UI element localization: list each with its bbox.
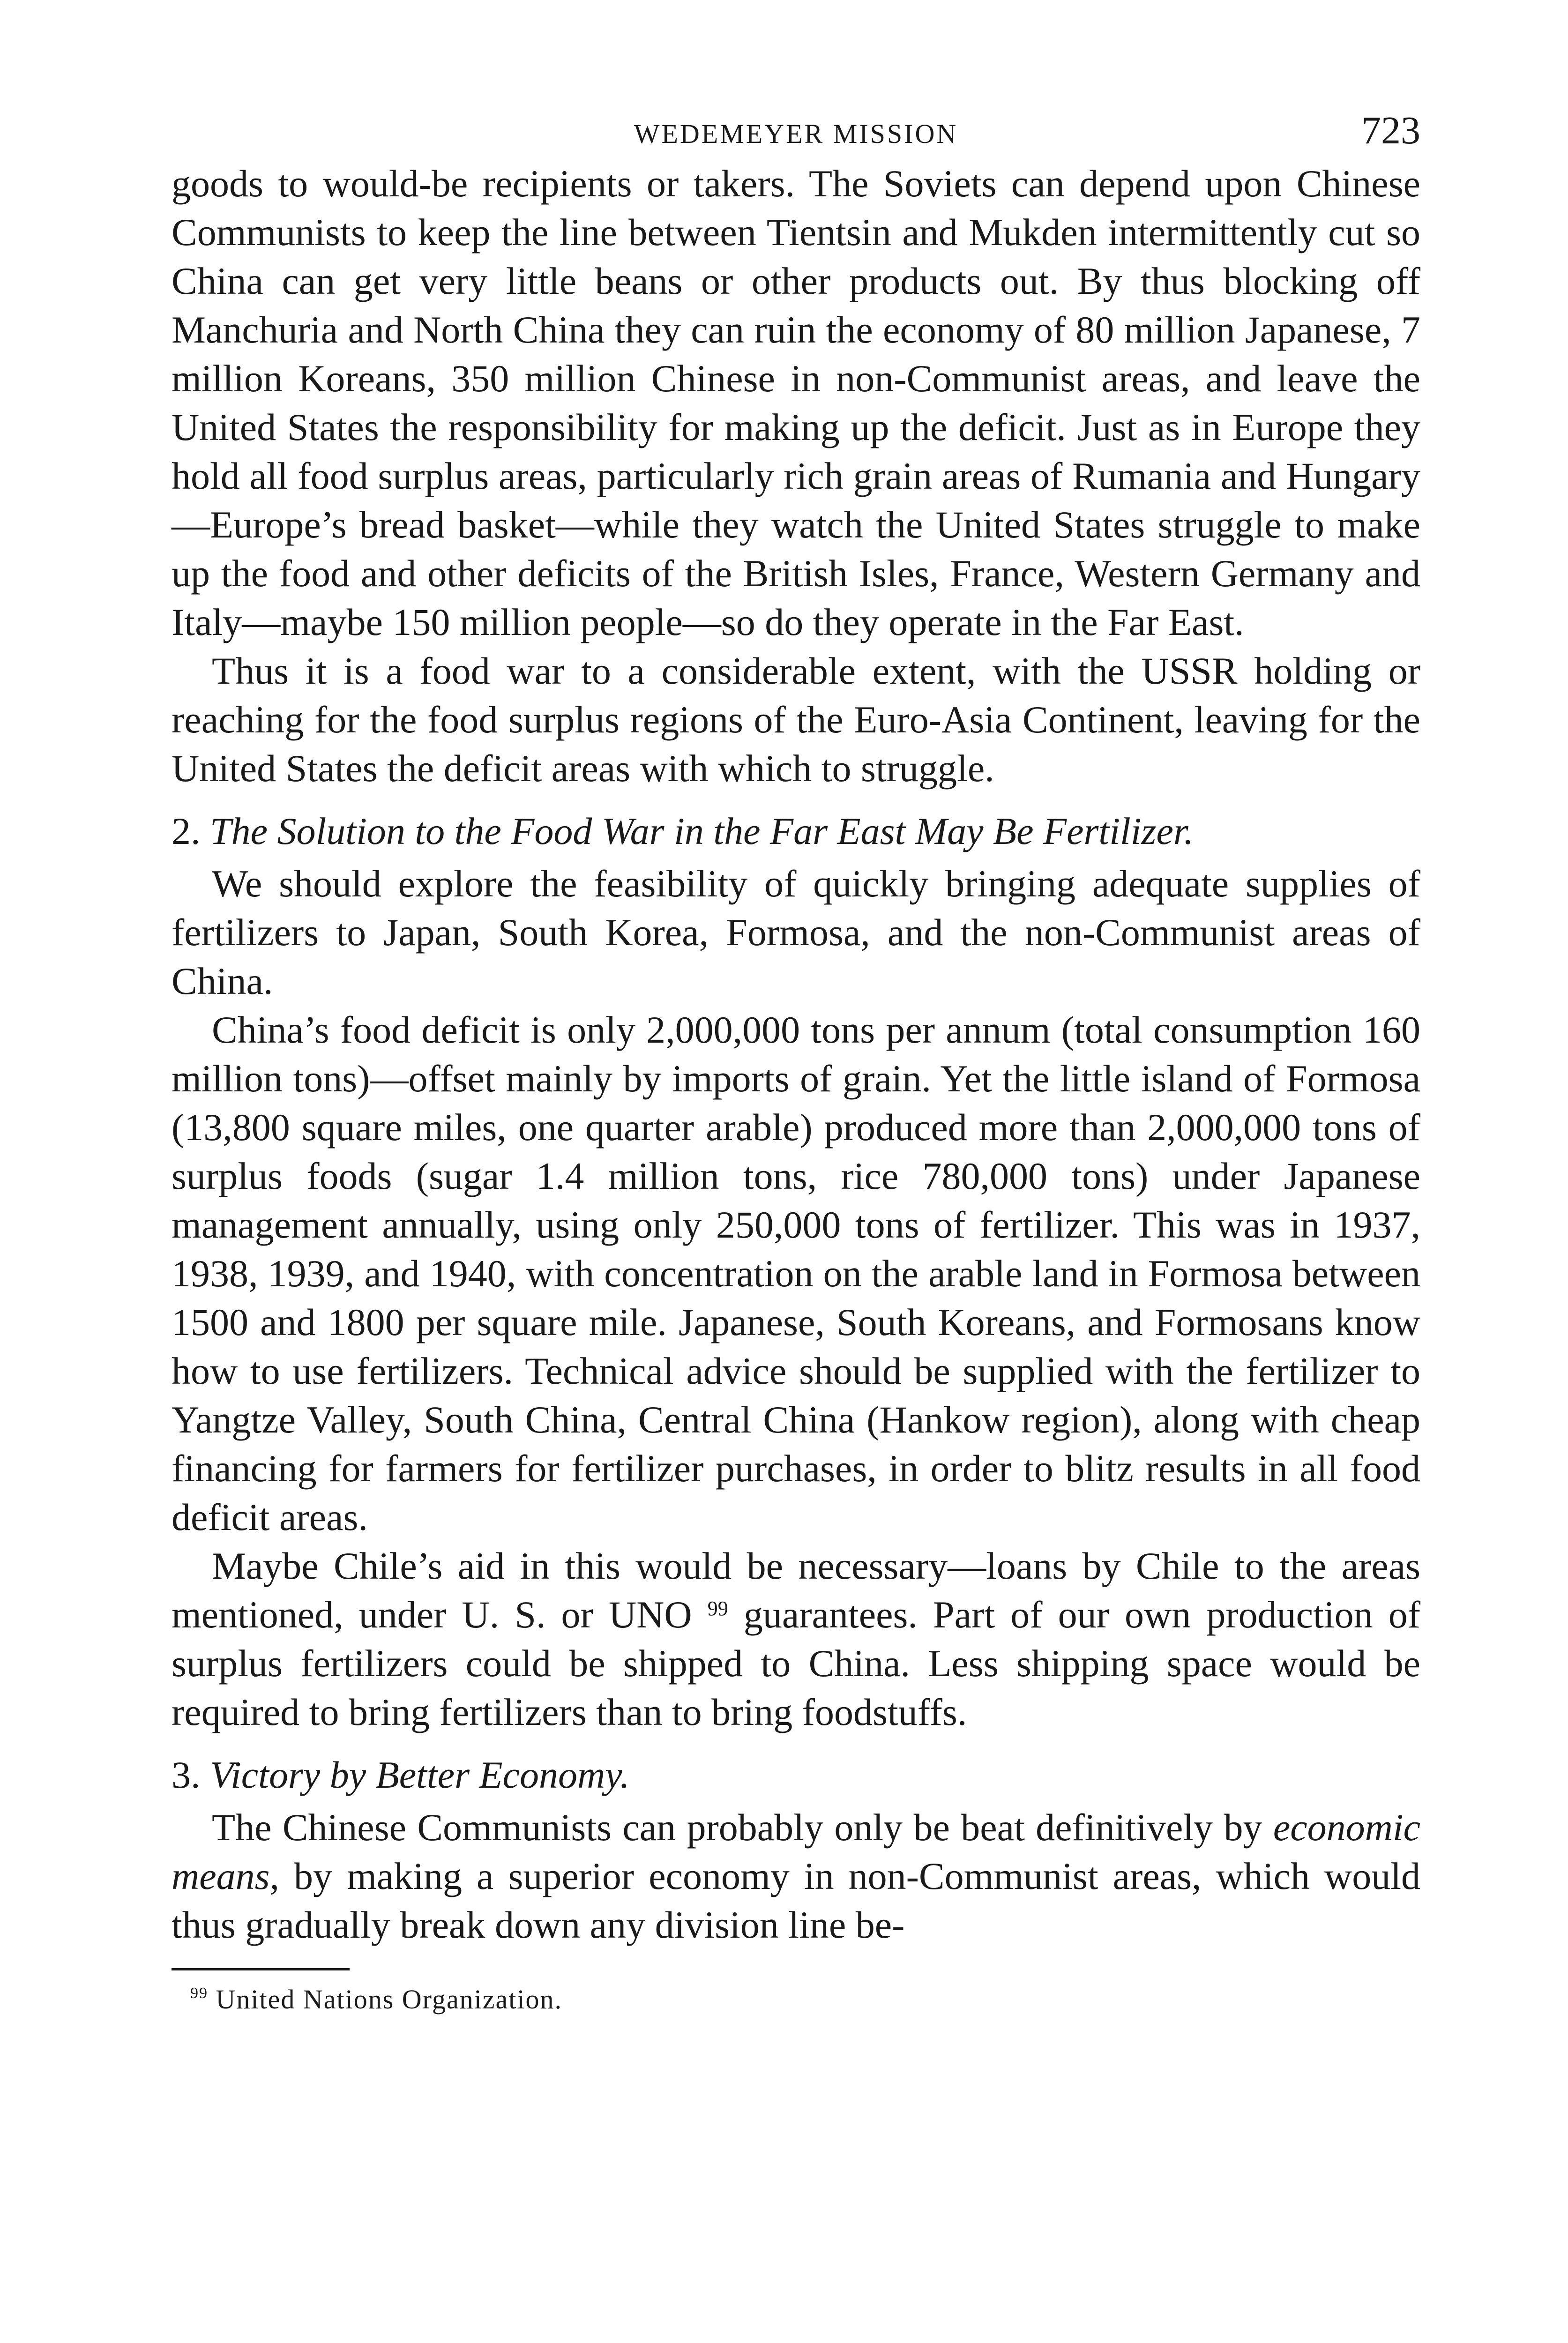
- page-header: [172, 108, 1420, 159]
- section-heading-3: [172, 1751, 1420, 1799]
- paragraph-chile-aid: [172, 1542, 1420, 1737]
- paragraph-economy: [172, 1803, 1420, 1949]
- emphasis-text: economic means: [172, 1806, 1420, 1897]
- section-title: Victory by Better Economy.: [210, 1754, 630, 1796]
- paragraph-china-deficit: China’s food deficit is only 2,000,000 tons per annum (total consumption 160 million tons)—offset mainly by imports of grain. Yet the little island of Formosa (13,800 square miles, one quarter arable) produced more than 2,000,000 tons of surplus foods (sugar 1.4 million tons, rice 780,000 tons) under Japanese management annually, using only 250,000 tons of fertilizer. This was in 1937, 1938, 1939, and 1940, with concentration on the arable land in Formosa between 1500 and 1800 per square mile. Japanese, South Koreans, and Formosans know how to use fertilizers. Technical advice should be supplied with the fertilizer to Yangtze Valley, South China, Central China (Hankow region), along with cheap financing for farmers for fertilizer purchases, in order to blitz results in all food deficit areas.: [172, 1008, 1420, 1538]
- footnote-reference: 99: [707, 1597, 728, 1620]
- footnote-marker: 99: [190, 1985, 208, 2002]
- section-number: 2.: [172, 810, 201, 852]
- section-title: The Solution to the Food War in the Far East May Be Fertilizer.: [210, 810, 1194, 852]
- paragraph-text: , by making a superior economy in non-Communist areas, which would thus gradually break down any division line be-: [172, 1855, 1420, 1946]
- paragraph-continued: goods to would-be recipients or takers. The Soviets can depend upon Chinese Communists to keep the line between Tientsin and Mukden intermittently cut so China can get very little beans or other products out. By thus blocking off Manchuria and North China they can ruin the economy of 80 million Japanese, 7 million Koreans, 350 million Chinese in non-Communist areas, and leave the United States the responsibility for making up the deficit. Just as in Europe they hold all food surplus areas, particularly rich grain areas of Rumania and Hungary—Europe’s bread basket—while they watch the United States struggle to make up the food and other deficits of the British Isles, France, Western Germany and Italy—maybe 150 million people—so do they operate in the Far East.: [172, 162, 1420, 643]
- footnote: [190, 1984, 1420, 2015]
- paragraph-text: Maybe Chile’s aid in this would be necessary—loans by Chile to the areas mentioned, under U. S. or UNO: [172, 1545, 1420, 1636]
- section-number: 3.: [172, 1754, 201, 1796]
- footnote-text: United Nations Organization.: [216, 1984, 563, 2015]
- footnote-rule: [172, 1968, 350, 1970]
- paragraph-text: guarantees. Part of our own production of surplus fertilizers could be shipped to China. Less shipping space would be required to bring fertilizers than to bring foodstuffs.: [172, 1593, 1421, 1733]
- page-number: 723: [1361, 109, 1420, 152]
- paragraph-text: The Chinese Communists can probably only be beat definitively by: [212, 1806, 1273, 1849]
- body-text: [172, 159, 1420, 1949]
- paragraph-food-war: Thus it is a food war to a considerable extent, with the USSR holding or reaching for the food surplus regions of the Euro-Asia Continent, leaving for the United States the deficit areas with which to struggle.: [172, 649, 1420, 790]
- section-heading-2: [172, 807, 1420, 856]
- running-title: WEDEMEYER MISSION: [634, 119, 958, 149]
- paragraph-fertilizer: We should explore the feasibility of quickly bringing adequate supplies of fertilizers to Japan, South Korea, Formosa, and the non-Communist areas of China.: [172, 862, 1420, 1002]
- document-page: [172, 108, 1420, 2015]
